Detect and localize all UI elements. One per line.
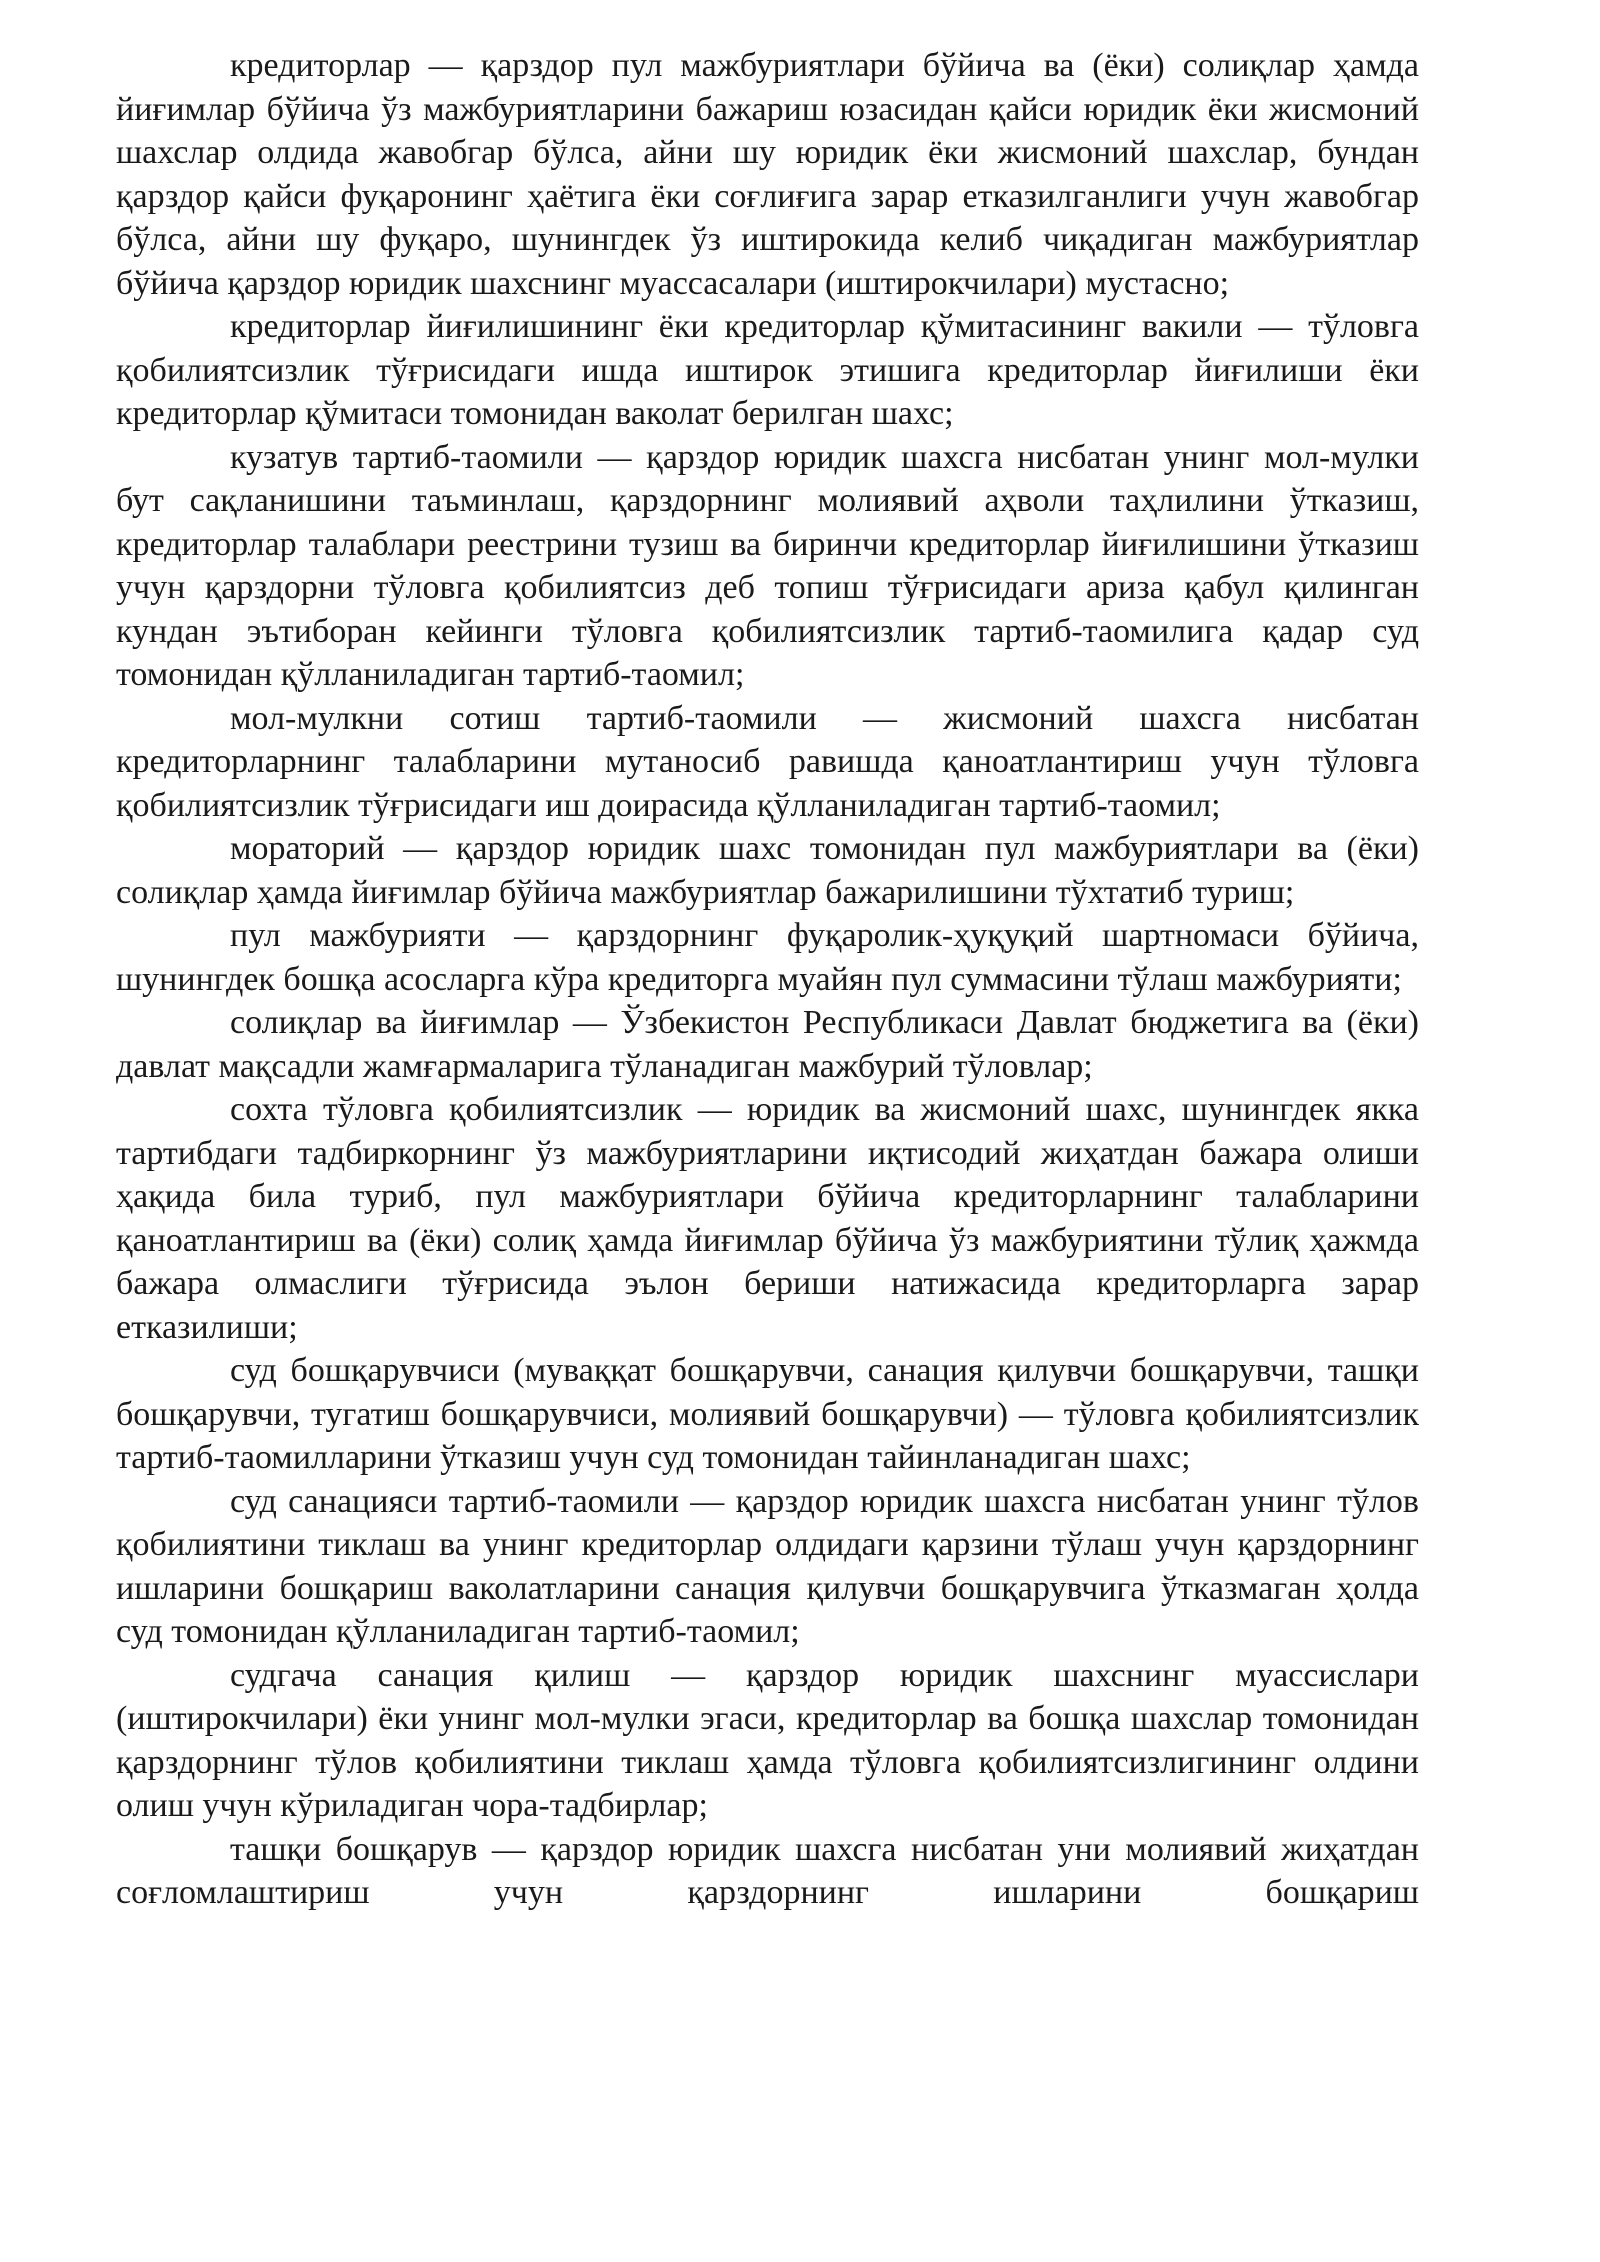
definition-paragraph-taxes-and-fees: солиқлар ва йиғимлар — Ўзбекистон Республикаси Давлат бюджетига ва (ёки) давлат мақсадли жамғармаларига тўланадиган мажбурий тўловлар;	[116, 1004, 1419, 1085]
definition-paragraph-observation-procedure: кузатув тартиб-таомили — қарздор юридик шахсга нисбатан унинг мол-мулки бут сақланишини таъминлаш, қарздорнинг молиявий аҳволи таҳлилини ўтказиш, кредиторлар талаблари реестрини тузиш ва биринчи кредиторлар йиғилишини ўтказиш учун қарздорни тўловга қобилиятсиз деб топиш тўғрисидаги ариза қабул қилинган кундан эътиборан кейинги тўловга қобилиятсизлик тартиб-таомилига қадар суд томонидан қўлланиладиган тартиб-таомил;	[116, 438, 1419, 693]
definition-paragraph-court-manager: суд бошқарувчиси (муваққат бошқарувчи, санация қилувчи бошқарувчи, ташқи бошқарувчи, тугатиш бошқарувчиси, молиявий бошқарувчи) — тўловга қобилиятсизлик тартиб-таомилларини ўтказиш учун суд томонидан тайинланадиган шахс;	[116, 1352, 1419, 1476]
definition-paragraph-property-sale-procedure: мол-мулкни сотиш тартиб-таомили — жисмоний шахсга нисбатан кредиторларнинг талабларини мутаносиб равишда қаноатлантириш учун тўловга қобилиятсизлик тўғрисидаги иш доирасида қўлланиладиган тартиб-таомил;	[116, 699, 1419, 824]
definition-paragraph-fictitious-insolvency: сохта тўловга қобилиятсизлик — юридик ва жисмоний шахс, шунингдек якка тартибдаги тадбиркорнинг ўз мажбуриятларини иқтисодий жиҳатдан бажара олиши ҳақида била туриб, пул мажбуриятлари бўйича кредиторларнинг талабларини қаноатлантириш ва (ёки) солиқ ҳамда йиғимлар бўйича ўз мажбуриятини тўлиқ ҳажмда бажара олмаслиги тўғрисида эълон бериши натижасида кредиторларга зарар етказилиши;	[116, 1091, 1419, 1346]
definition-paragraph-court-sanation: суд санацияси тартиб-таомили — қарздор юридик шахсга нисбатан унинг тўлов қобилиятини тиклаш ва унинг кредиторлар олдидаги қарзини тўлаш учун қарздорнинг ишларини бошқариш ваколатларини санация қилувчи бошқарувчига ўтказмаган ҳолда суд томонидан қўлланиладиган тартиб-таомил;	[116, 1482, 1419, 1650]
definition-paragraph-creditors-representative: кредиторлар йиғилишининг ёки кредиторлар қўмитасининг вакили — тўловга қобилиятсизлик тўғрисидаги ишда иштирок этишига кредиторлар йиғилиши ёки кредиторлар қўмитаси томонидан ваколат берилган шахс;	[116, 308, 1419, 432]
definition-paragraph-moratorium: мораторий — қарздор юридик шахс томонидан пул мажбуриятлари ва (ёки) солиқлар ҳамда йиғимлар бўйича мажбуриятлар бажарилишини тўхтатиб туриш;	[116, 830, 1419, 911]
definition-paragraph-creditors: кредиторлар — қарздор пул мажбуриятлари бўйича ва (ёки) солиқлар ҳамда йиғимлар бўйича ўз мажбуриятларини бажариш юзасидан қайси юридик ёки жисмоний шахслар олдида жавобгар бўлса, айни шу юридик ёки жисмоний шахслар, бундан қарздор қайси фуқаронинг ҳаётига ёки соғлиғига зарар етказилганлиги учун жавобгар бўлса, айни шу фуқаро, шунингдек ўз иштирокида келиб чиқадиган мажбуриятлар бўйича қарздор юридик шахснинг муассасалари (иштирокчилари) мустасно;	[116, 47, 1419, 302]
definition-paragraph-external-management: ташқи бошқарув — қарздор юридик шахсга нисбатан уни молиявий жиҳатдан соғломлаштириш учун қарздорнинг ишларини бошқариш	[116, 1830, 1419, 1911]
definition-paragraph-monetary-obligation: пул мажбурияти — қарздорнинг фуқаролик-ҳуқуқий шартномаси бўйича, шунингдек бошқа асосларга кўра кредиторга муайян пул суммасини тўлаш мажбурияти;	[116, 917, 1419, 998]
document-page	[116, 44, 1419, 2244]
definition-paragraph-pretrial-sanation: судгача санация қилиш — қарздор юридик шахснинг муассислари (иштирокчилари) ёки унинг мол-мулки эгаси, кредиторлар ва бошқа шахслар томонидан қарздорнинг тўлов қобилиятини тиклаш ҳамда тўловга қобилиятсизлигининг олдини олиш учун кўриладиган чора-тадбирлар;	[116, 1656, 1419, 1824]
